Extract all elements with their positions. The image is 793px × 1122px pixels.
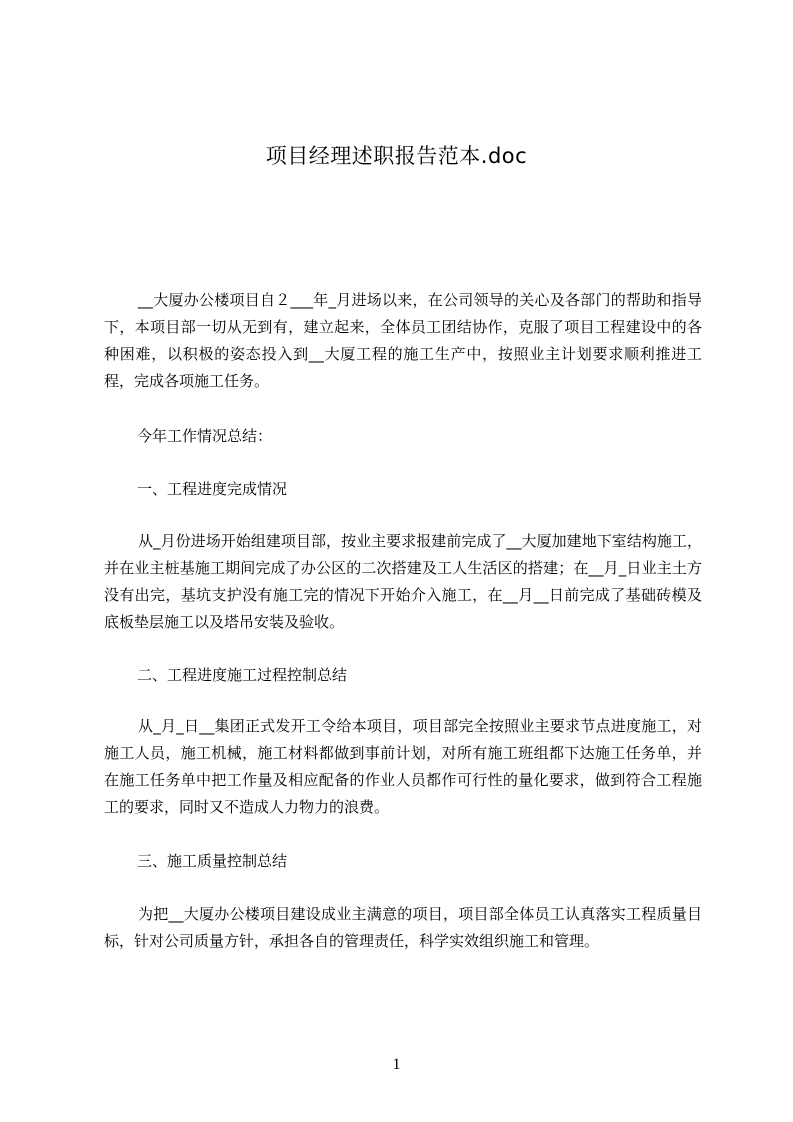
section-paragraph-progress: 从_月份进场开始组建项目部，按业主要求报建前完成了__大厦加建地下室结构施工，并在业主桩基施工期间完成了办公区的二次搭建及工人生活区的搭建；在__月_日业主土方没有出完，基坑支护没有施工完的情况下开始介入施工，在__月__日前完成了基础砖模及底板垫层施工以及塔吊安装及验收。 bbox=[104, 532, 702, 631]
section-heading-process-control: 二、工程进度施工过程控制总结 bbox=[137, 666, 348, 684]
section-paragraph-quality-control: 为把__大厦办公楼项目建设成业主满意的项目，项目部全体员工认真落实工程质量目标，针对公司质量方针，承担各自的管理责任，科学实效组织施工和管理。 bbox=[104, 905, 702, 950]
section-heading-progress: 一、工程进度完成情况 bbox=[137, 480, 288, 498]
document-title: 项目经理述职报告范本.doc bbox=[265, 144, 528, 168]
summary-heading: 今年工作情况总结： bbox=[137, 427, 273, 445]
section-heading-quality-control: 三、施工质量控制总结 bbox=[137, 852, 288, 870]
section-paragraph-process-control: 从_月_日__集团正式发开工令给本项目，项目部完全按照业主要求节点进度施工，对施工人员，施工机械，施工材料都做到事前计划，对所有施工班组都下达施工任务单，并在施工任务单中把工作量及相应配备的作业人员都作可行性的量化要求，做到符合工程施工的要求，同时又不造成人力物力的浪费。 bbox=[104, 717, 702, 816]
intro-paragraph: __大厦办公楼项目自２___年_月进场以来，在公司领导的关心及各部门的帮助和指导下，本项目部一切从无到有，建立起来，全体员工团结协作，克服了项目工程建设中的各种困难，以积极的姿态投入到__大厦工程的施工生产中，按照业主计划要求顺利推进工程，完成各项施工任务。 bbox=[104, 291, 702, 390]
page-number: 1 bbox=[392, 1056, 401, 1073]
